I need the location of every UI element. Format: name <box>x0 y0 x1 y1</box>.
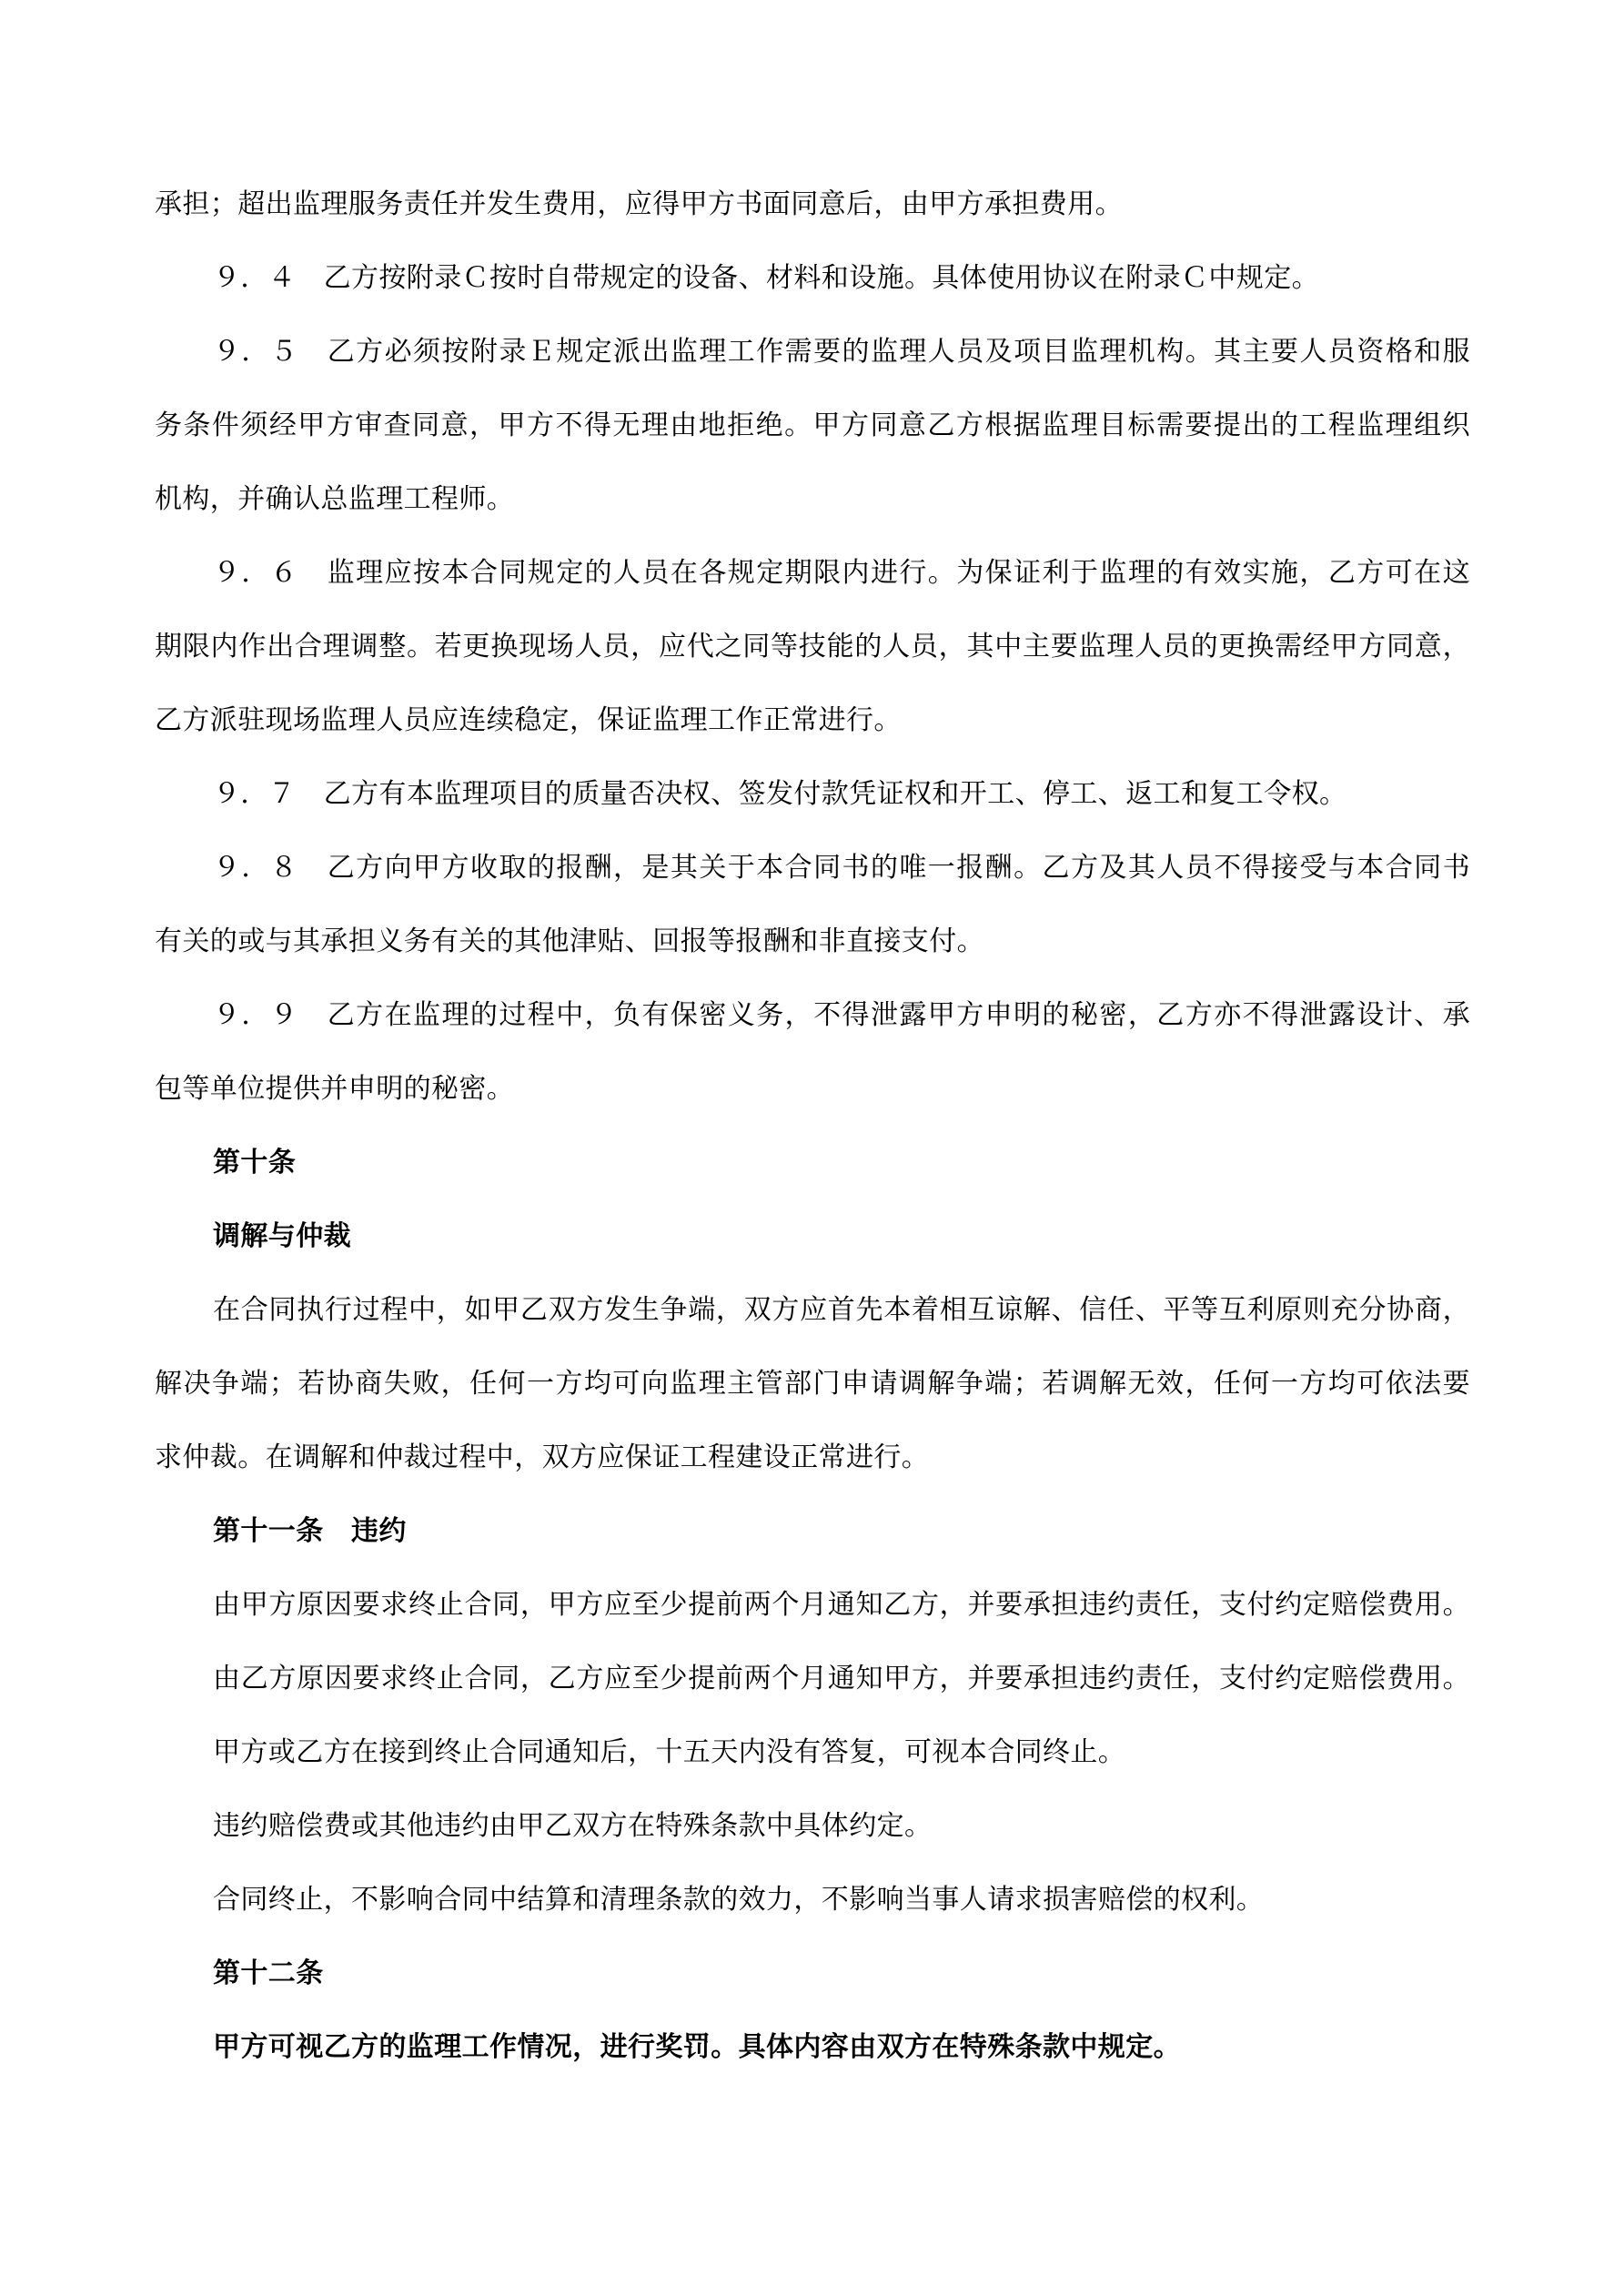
text-line: 在合同执行过程中，如甲乙双方发生争端，双方应首先本着相互谅解、信任、平等互利原则充分协商， <box>213 1295 1470 1325</box>
text-line: 求仲裁。在调解和仲裁过程中，双方应保证工程建设正常进行。 <box>155 1442 930 1472</box>
text-line: ９．４ 乙方按附录Ｃ按时自带规定的设备、材料和设施。具体使用协议在附录Ｃ中规定。 <box>213 263 1319 293</box>
text-line: 有关的或与其承担义务有关的其他津贴、回报等报酬和非直接支付。 <box>155 926 984 956</box>
text-line: 期限内作出合理调整。若更换现场人员，应代之同等技能的人员，其中主要监理人员的更换需经甲方同意， <box>155 632 1470 662</box>
text-line: 调解与仲裁 <box>213 1221 351 1251</box>
section-heading-line: 第十二条 <box>213 1958 324 1988</box>
text-line: 包等单位提供并申明的秘密。 <box>155 1074 515 1104</box>
text-line: 解决争端；若协商失败，任何一方均可向监理主管部门申请调解争端；若调解无效，任何一方均可依法要 <box>155 1369 1470 1399</box>
text-line: ９．９ 乙方在监理的过程中，负有保密义务，不得泄露甲方申明的秘密，乙方亦不得泄露设计、承 <box>213 1000 1470 1030</box>
text-line: 甲方可视乙方的监理工作情况，进行奖罚。具体内容由双方在特殊条款中规定。 <box>213 2032 1181 2062</box>
document-lines <box>155 167 1470 2084</box>
text-line: 由乙方原因要求终止合同，乙方应至少提前两个月通知甲方，并要承担违约责任，支付约定赔偿费用。 <box>213 1664 1470 1694</box>
text-line: 机构，并确认总监理工程师。 <box>155 484 515 514</box>
text-line: ９．６ 监理应按本合同规定的人员在各规定期限内进行。为保证利于监理的有效实施，乙方可在这 <box>213 558 1470 588</box>
section-heading-line: 第十一条 违约 <box>213 1516 407 1546</box>
text-line: 承担；超出监理服务责任并发生费用，应得甲方书面同意后，由甲方承担费用。 <box>155 189 1123 219</box>
text-line: 由甲方原因要求终止合同，甲方应至少提前两个月通知乙方，并要承担违约责任，支付约定赔偿费用。 <box>213 1590 1470 1620</box>
text-line: 违约赔偿费或其他违约由甲乙双方在特殊条款中具体约定。 <box>213 1811 933 1841</box>
text-line: ９．７ 乙方有本监理项目的质量否决权、签发付款凭证权和开工、停工、返工和复工令权。 <box>213 779 1347 809</box>
text-line: 甲方或乙方在接到终止合同通知后，十五天内没有答复，可视本合同终止。 <box>213 1737 1126 1767</box>
text-line: 务条件须经甲方审查同意，甲方不得无理由地拒绝。甲方同意乙方根据监理目标需要提出的工程监理组织 <box>155 410 1470 440</box>
text-line: ９．８ 乙方向甲方收取的报酬，是其关于本合同书的唯一报酬。乙方及其人员不得接受与本合同书 <box>213 853 1470 883</box>
text-line: 合同终止，不影响合同中结算和清理条款的效力，不影响当事人请求损害赔偿的权利。 <box>213 1885 1265 1915</box>
text-line: 乙方派驻现场监理人员应连续稳定，保证监理工作正常进行。 <box>155 705 902 735</box>
text-line: ９．５ 乙方必须按附录Ｅ规定派出监理工作需要的监理人员及项目监理机构。其主要人员资格和服 <box>213 337 1470 367</box>
section-heading-line: 第十条 <box>213 1148 297 1178</box>
